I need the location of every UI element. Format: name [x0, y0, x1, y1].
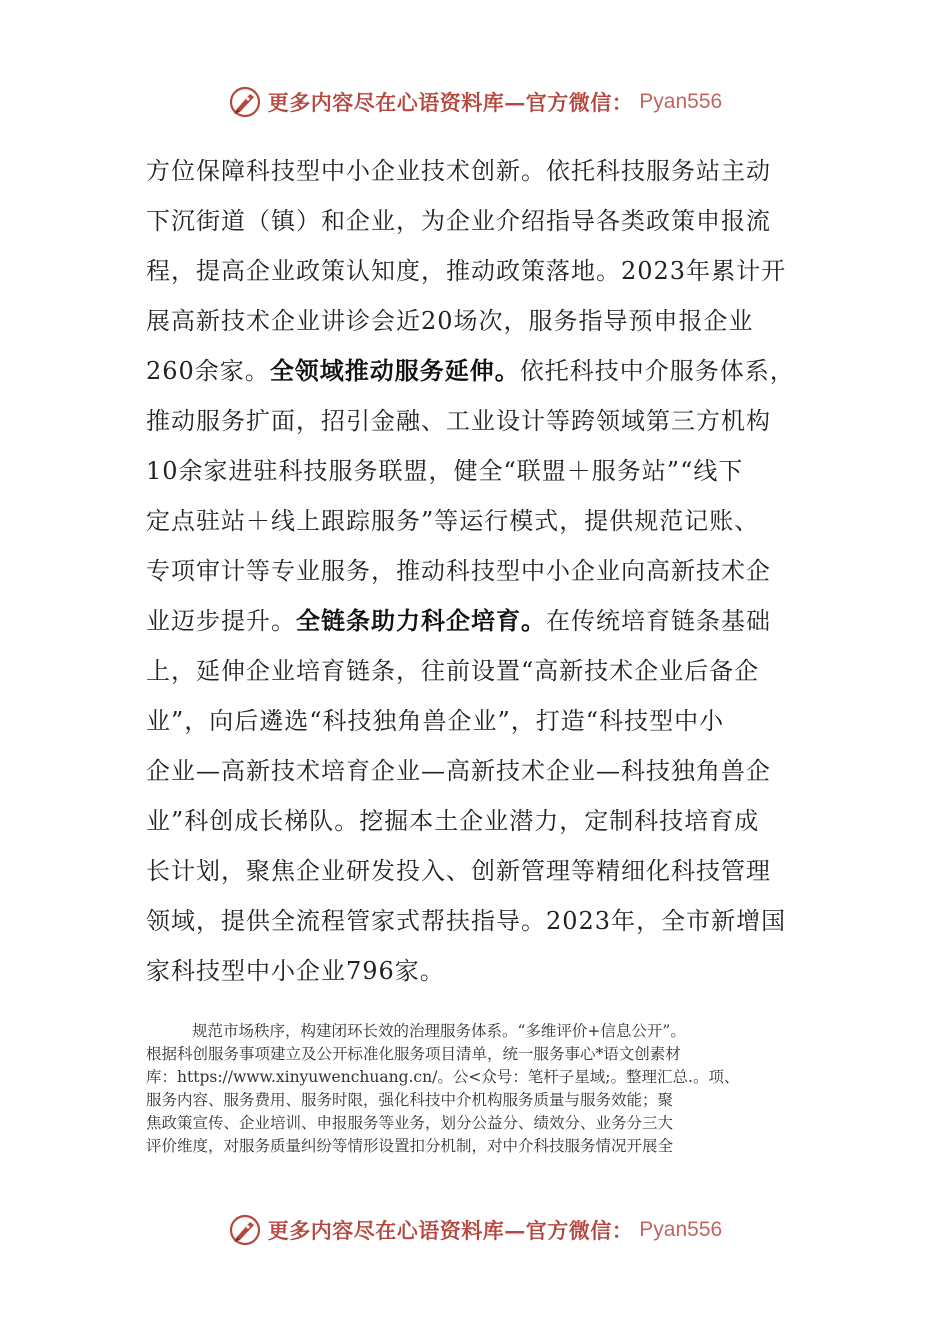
- banner-text: 更多内容尽在心语资料库—官方微信：: [267, 1218, 634, 1243]
- body-line: 专项审计等专业服务，推动科技型中小企业向高新技术企: [146, 557, 771, 585]
- banner-wechat-id: Pyan556: [639, 90, 723, 113]
- footer-paragraph: [146, 1020, 806, 1158]
- pen-nib-icon: [228, 1213, 262, 1247]
- footer-line: 根据科创服务事项建立及公开标准化服务项目清单，统一服务事心*语文创素材: [146, 1045, 681, 1063]
- body-line: 业”，向后遴选“科技独角兽企业”，打造“科技型中小: [146, 707, 725, 735]
- body-line: 业迈步提升。全链条助力科企培育。在传统培育链条基础: [146, 606, 771, 635]
- pen-nib-icon: [228, 85, 262, 119]
- banner-wechat-id: Pyan556: [639, 1218, 723, 1241]
- body-line: 260余家。全领域推动服务延伸。依托科技中介服务体系，: [146, 356, 795, 385]
- section-heading-enterprise-cultivation: 全链条助力科企培育。: [296, 606, 546, 635]
- body-line: 企业—高新技术培育企业—高新技术企业—科技独角兽企: [146, 757, 771, 785]
- section-heading-service-extension: 全领域推动服务延伸。: [269, 356, 520, 385]
- body-line: 推动服务扩面，招引金融、工业设计等跨领域第三方机构: [146, 407, 771, 435]
- body-line: 业”科创成长梯队。挖掘本土企业潜力，定制科技培育成: [146, 807, 760, 835]
- footer-line: 焦政策宣传、企业培训、申报服务等业务，划分公益分、绩效分、业务分三大: [146, 1114, 674, 1132]
- banner-text: 更多内容尽在心语资料库—官方微信：: [267, 90, 634, 115]
- body-line: 长计划，聚焦企业研发投入、创新管理等精细化科技管理: [146, 857, 771, 885]
- bottom-banner: [0, 1208, 950, 1252]
- body-line: 家科技型中小企业796家。: [146, 957, 445, 985]
- body-line: 10余家进驻科技服务联盟，健全“联盟＋服务站”“线下: [146, 457, 744, 485]
- body-line: 方位保障科技型中小企业技术创新。依托科技服务站主动: [146, 157, 771, 185]
- footer-line: 服务内容、服务费用、服务时限，强化科技中介机构服务质量与服务效能；聚: [146, 1091, 674, 1109]
- footer-line: 规范市场秩序，构建闭环长效的治理服务体系。“多维评价+信息公开”。: [192, 1022, 686, 1040]
- footer-line: 库：https://www.xinyuwenchuang.cn/。公<众号：笔杆子星域;。整理汇总.。项、: [146, 1068, 740, 1086]
- body-line: 上，延伸企业培育链条，往前设置“高新技术企业后备企: [146, 657, 760, 685]
- body-line: 程，提高企业政策认知度，推动政策落地。2023年累计开: [146, 257, 787, 285]
- top-banner: [0, 80, 950, 124]
- main-body-text: [146, 146, 796, 996]
- footer-line: 评价维度，对服务质量纠纷等情形设置扣分机制，对中介科技服务情况开展全: [146, 1137, 674, 1155]
- body-line: 定点驻站＋线上跟踪服务”等运行模式，提供规范记账、: [146, 507, 760, 535]
- body-line: 下沉街道（镇）和企业，为企业介绍指导各类政策申报流: [146, 207, 771, 235]
- body-line: 领域，提供全流程管家式帮扶指导。2023年，全市新增国: [146, 907, 787, 935]
- body-line: 展高新技术企业讲诊会近20场次，服务指导预申报企业: [146, 307, 754, 335]
